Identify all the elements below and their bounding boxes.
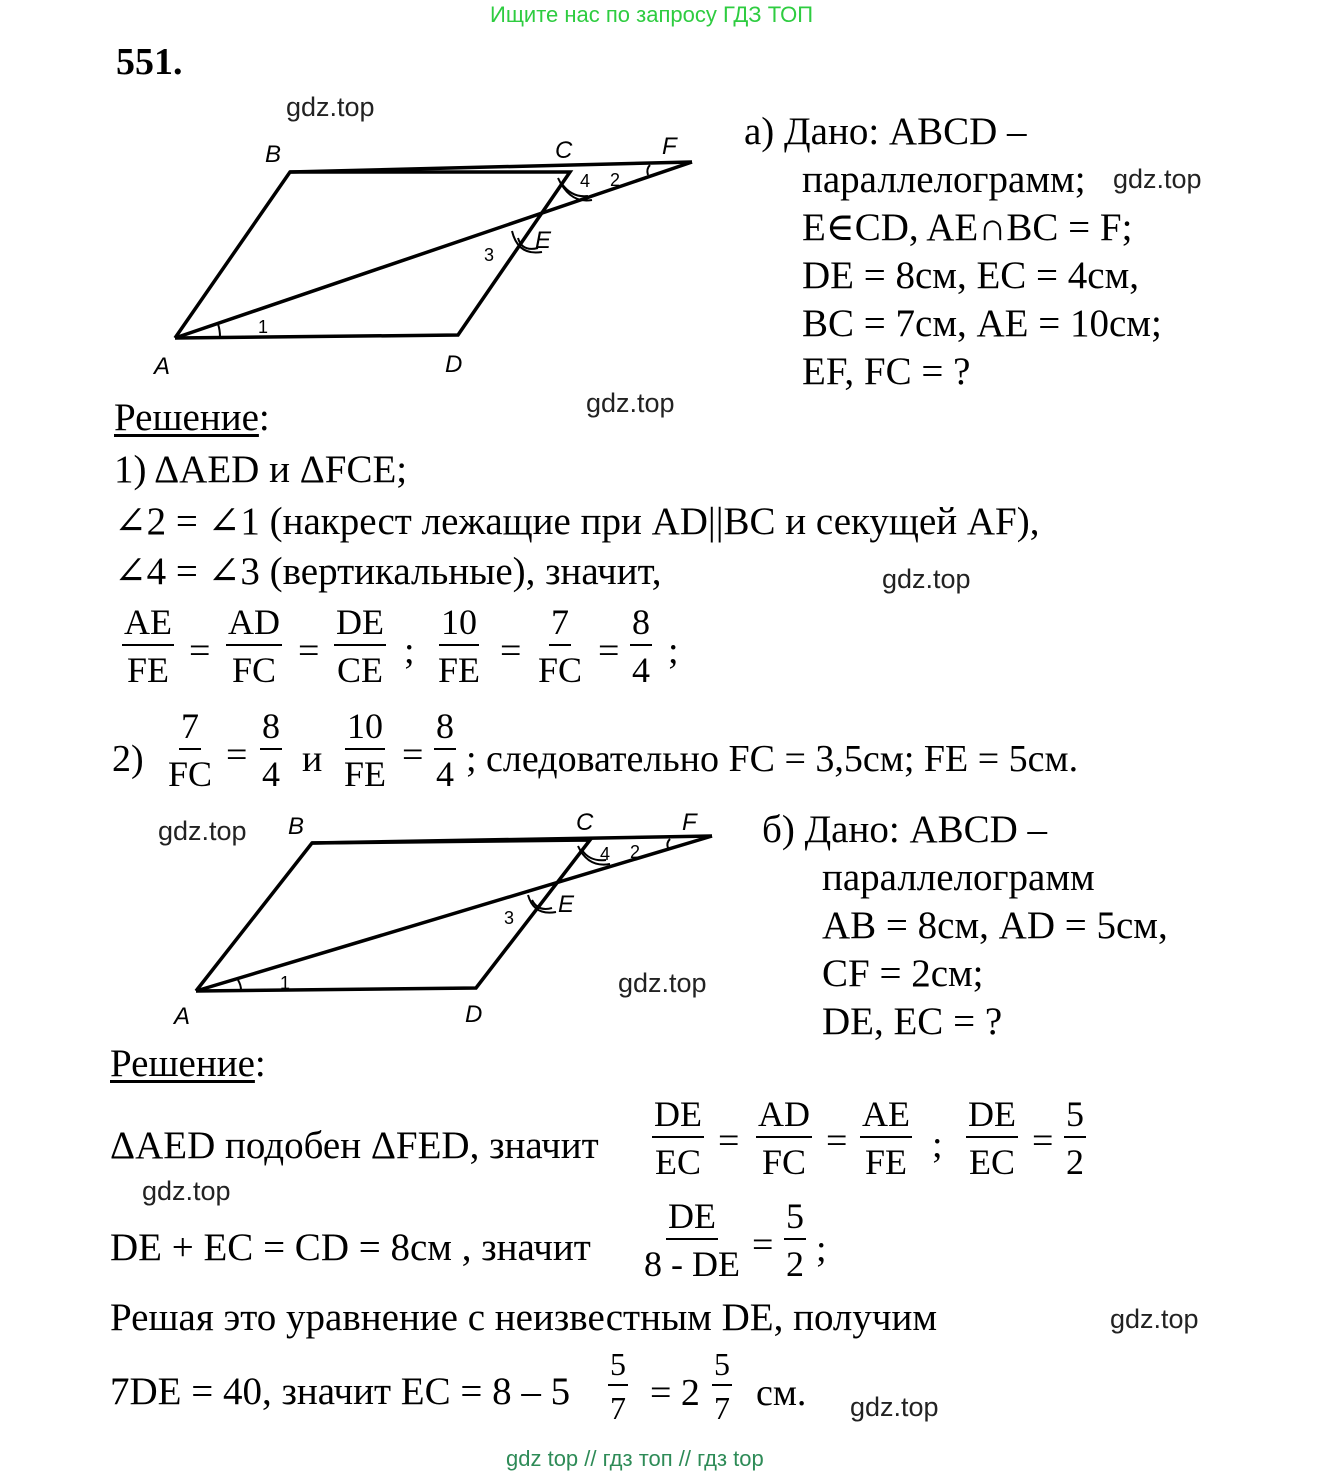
vertex-label-c: C xyxy=(576,809,594,836)
denominator: FE xyxy=(864,1142,907,1182)
angle-label-2: 2 xyxy=(630,842,641,862)
watermark: gdz.top xyxy=(1113,164,1202,194)
semicolon: ; xyxy=(932,1124,943,1166)
solution-b-line1-text: ΔAED подобен ΔFED, значит xyxy=(110,1124,599,1167)
denominator: 4 xyxy=(436,754,454,794)
header-banner: Ищите нас по запросу ГДЗ ТОП xyxy=(490,2,814,27)
vertex-label-f: F xyxy=(682,809,697,836)
vertex-label-e: E xyxy=(558,891,575,918)
solution-b-colon: : xyxy=(254,1042,266,1085)
semicolon: ; xyxy=(816,1228,827,1270)
solution-a-line2: ∠2 = ∠1 (накрест лежащие при AD||BC и секущей AF), xyxy=(114,500,1040,543)
watermark: gdz.top xyxy=(850,1392,939,1422)
angle-label-4: 4 xyxy=(580,171,591,191)
solution-b-line3: Решая это уравнение с неизвестным DE, получим xyxy=(110,1296,938,1339)
equals-sign: = xyxy=(1032,1120,1054,1162)
solution-a-heading xyxy=(114,398,270,437)
problem-number: 551. xyxy=(116,41,183,83)
equals-sign: = xyxy=(598,630,620,672)
angle-1-arc xyxy=(238,980,241,990)
given-b-line: DE, EC = ? xyxy=(822,1000,1003,1043)
denominator: 7 xyxy=(714,1390,730,1426)
fraction xyxy=(712,1348,732,1424)
denominator: EC xyxy=(968,1142,1015,1182)
solution-b-line4-text: 7DE = 40, значит EC = 8 – 5 xyxy=(110,1370,571,1413)
denominator: FE xyxy=(344,754,387,794)
parallelogram-outline xyxy=(196,840,590,991)
fraction xyxy=(342,708,388,792)
numerator: AD xyxy=(226,604,282,646)
denominator: FC xyxy=(231,650,277,690)
denominator: 7 xyxy=(610,1390,626,1426)
given-a-line: DE = 8см, EC = 4см, xyxy=(802,254,1140,297)
vertex-label-a: A xyxy=(174,1003,191,1030)
numerator: 5 xyxy=(1064,1096,1086,1138)
watermark: gdz.top xyxy=(586,388,675,418)
vertex-label-c: C xyxy=(555,137,573,164)
denominator: EC xyxy=(654,1142,701,1182)
numerator: AE xyxy=(122,604,174,646)
vertex-label-a: A xyxy=(154,353,171,380)
watermark: gdz.top xyxy=(1110,1304,1199,1334)
denominator: CE xyxy=(336,650,383,690)
numerator: 8 xyxy=(630,604,652,646)
equals-sign: = xyxy=(189,630,211,672)
solution-b-line2-text: DE + EC = CD = 8см , значит xyxy=(110,1226,591,1269)
given-a-line: параллелограмм; xyxy=(802,158,1086,201)
fraction xyxy=(334,604,386,688)
watermark: gdz.top xyxy=(882,564,971,594)
equals-sign: = xyxy=(826,1120,848,1162)
denominator: 8 - DE xyxy=(644,1244,740,1284)
equals-sign: = xyxy=(752,1224,774,1266)
given-b-line: параллелограмм xyxy=(822,856,1095,899)
semicolon: ; xyxy=(404,630,415,672)
fraction xyxy=(1064,1096,1086,1180)
numerator: 7 xyxy=(549,604,571,646)
fraction xyxy=(536,604,584,688)
denominator: 4 xyxy=(632,650,650,690)
solution-a-line3: ∠4 = ∠3 (вертикальные), значит, xyxy=(114,550,662,593)
angle-2-arc xyxy=(647,165,650,175)
watermark: gdz.top xyxy=(142,1176,231,1206)
numerator: AE xyxy=(860,1096,912,1138)
parallelogram-figure-b xyxy=(160,800,730,1040)
fraction xyxy=(122,604,174,688)
fraction xyxy=(756,1096,812,1180)
solution-a-title: Решение xyxy=(114,396,259,439)
angle-label-3: 3 xyxy=(484,245,495,265)
solution-b-heading xyxy=(110,1044,266,1083)
angle-2-arc xyxy=(667,839,670,848)
solution-a-colon: : xyxy=(258,396,270,439)
solution-b-title: Решение xyxy=(110,1042,255,1085)
fraction xyxy=(642,1198,742,1282)
fraction xyxy=(784,1198,806,1282)
angle-label-1: 1 xyxy=(258,317,269,337)
denominator: FC xyxy=(761,1142,807,1182)
equals-sign: = xyxy=(718,1120,740,1162)
denominator: 4 xyxy=(262,754,280,794)
given-b-line: б) Дано: ABCD – xyxy=(762,808,1048,851)
denominator: FE xyxy=(126,650,169,690)
watermark: gdz.top xyxy=(158,816,247,846)
numerator: DE xyxy=(652,1096,704,1138)
given-a-line: BC = 7см, AE = 10см; xyxy=(802,302,1162,345)
given-a-line: EF, FC = ? xyxy=(802,350,971,393)
step2-prefix: 2) xyxy=(112,738,144,780)
numerator: 7 xyxy=(179,708,201,750)
angle-label-2: 2 xyxy=(610,170,621,190)
numerator: AD xyxy=(756,1096,812,1138)
conjunction: и xyxy=(302,738,323,780)
numerator: 8 xyxy=(434,708,456,750)
parallelogram-outline xyxy=(175,172,570,338)
footer-banner: gdz top // гдз топ // гдз top xyxy=(506,1446,764,1471)
solution-a-step1: 1) ΔAED и ΔFCE; xyxy=(114,448,408,491)
angle-label-1: 1 xyxy=(280,973,291,993)
angle-label-3: 3 xyxy=(504,908,515,928)
numerator: 10 xyxy=(345,708,385,750)
equals-two: = 2 xyxy=(650,1372,700,1414)
vertex-label-f: F xyxy=(662,133,677,160)
vertex-label-d: D xyxy=(465,1001,483,1028)
fraction xyxy=(652,1096,704,1180)
fraction xyxy=(860,1096,912,1180)
given-a-line: E∈CD, AE∩BC = F; xyxy=(802,206,1133,249)
unit-cm: см. xyxy=(756,1372,807,1414)
numerator: 5 xyxy=(712,1348,732,1386)
equals-sign: = xyxy=(226,734,248,776)
given-b-line: AB = 8см, AD = 5см, xyxy=(822,904,1168,947)
equals-sign: = xyxy=(298,630,320,672)
numerator: DE xyxy=(334,604,386,646)
fraction xyxy=(966,1096,1018,1180)
fraction xyxy=(226,604,282,688)
given-a-line: а) Дано: ABCD – xyxy=(744,110,1027,153)
denominator: 2 xyxy=(786,1244,804,1284)
angle-label-4: 4 xyxy=(600,844,611,864)
denominator: FC xyxy=(538,650,583,690)
denominator: 2 xyxy=(1066,1142,1084,1182)
fraction xyxy=(630,604,652,688)
fraction xyxy=(434,708,456,792)
vertex-label-b: B xyxy=(288,813,305,840)
given-b-line: CF = 2см; xyxy=(822,952,984,995)
denominator: FC xyxy=(168,754,213,794)
numerator: DE xyxy=(966,1096,1018,1138)
equals-sign: = xyxy=(402,734,424,776)
numerator: 5 xyxy=(784,1198,806,1240)
step2-result: ; следовательно FC = 3,5см; FE = 5см. xyxy=(466,738,1079,780)
fraction xyxy=(166,708,214,792)
semicolon: ; xyxy=(668,630,679,672)
fraction xyxy=(260,708,282,792)
numerator: DE xyxy=(666,1198,718,1240)
equals-sign: = xyxy=(500,630,522,672)
denominator: FE xyxy=(438,650,481,690)
watermark: gdz.top xyxy=(286,92,375,122)
fraction xyxy=(608,1348,628,1424)
angle-1-arc xyxy=(218,324,220,337)
vertex-label-d: D xyxy=(445,351,463,378)
vertex-label-e: E xyxy=(535,227,552,254)
fraction xyxy=(436,604,482,688)
numerator: 5 xyxy=(608,1348,628,1386)
watermark: gdz.top xyxy=(618,968,707,998)
numerator: 8 xyxy=(260,708,282,750)
parallelogram-figure-a xyxy=(140,120,720,390)
vertex-label-b: B xyxy=(265,141,282,168)
numerator: 10 xyxy=(439,604,479,646)
